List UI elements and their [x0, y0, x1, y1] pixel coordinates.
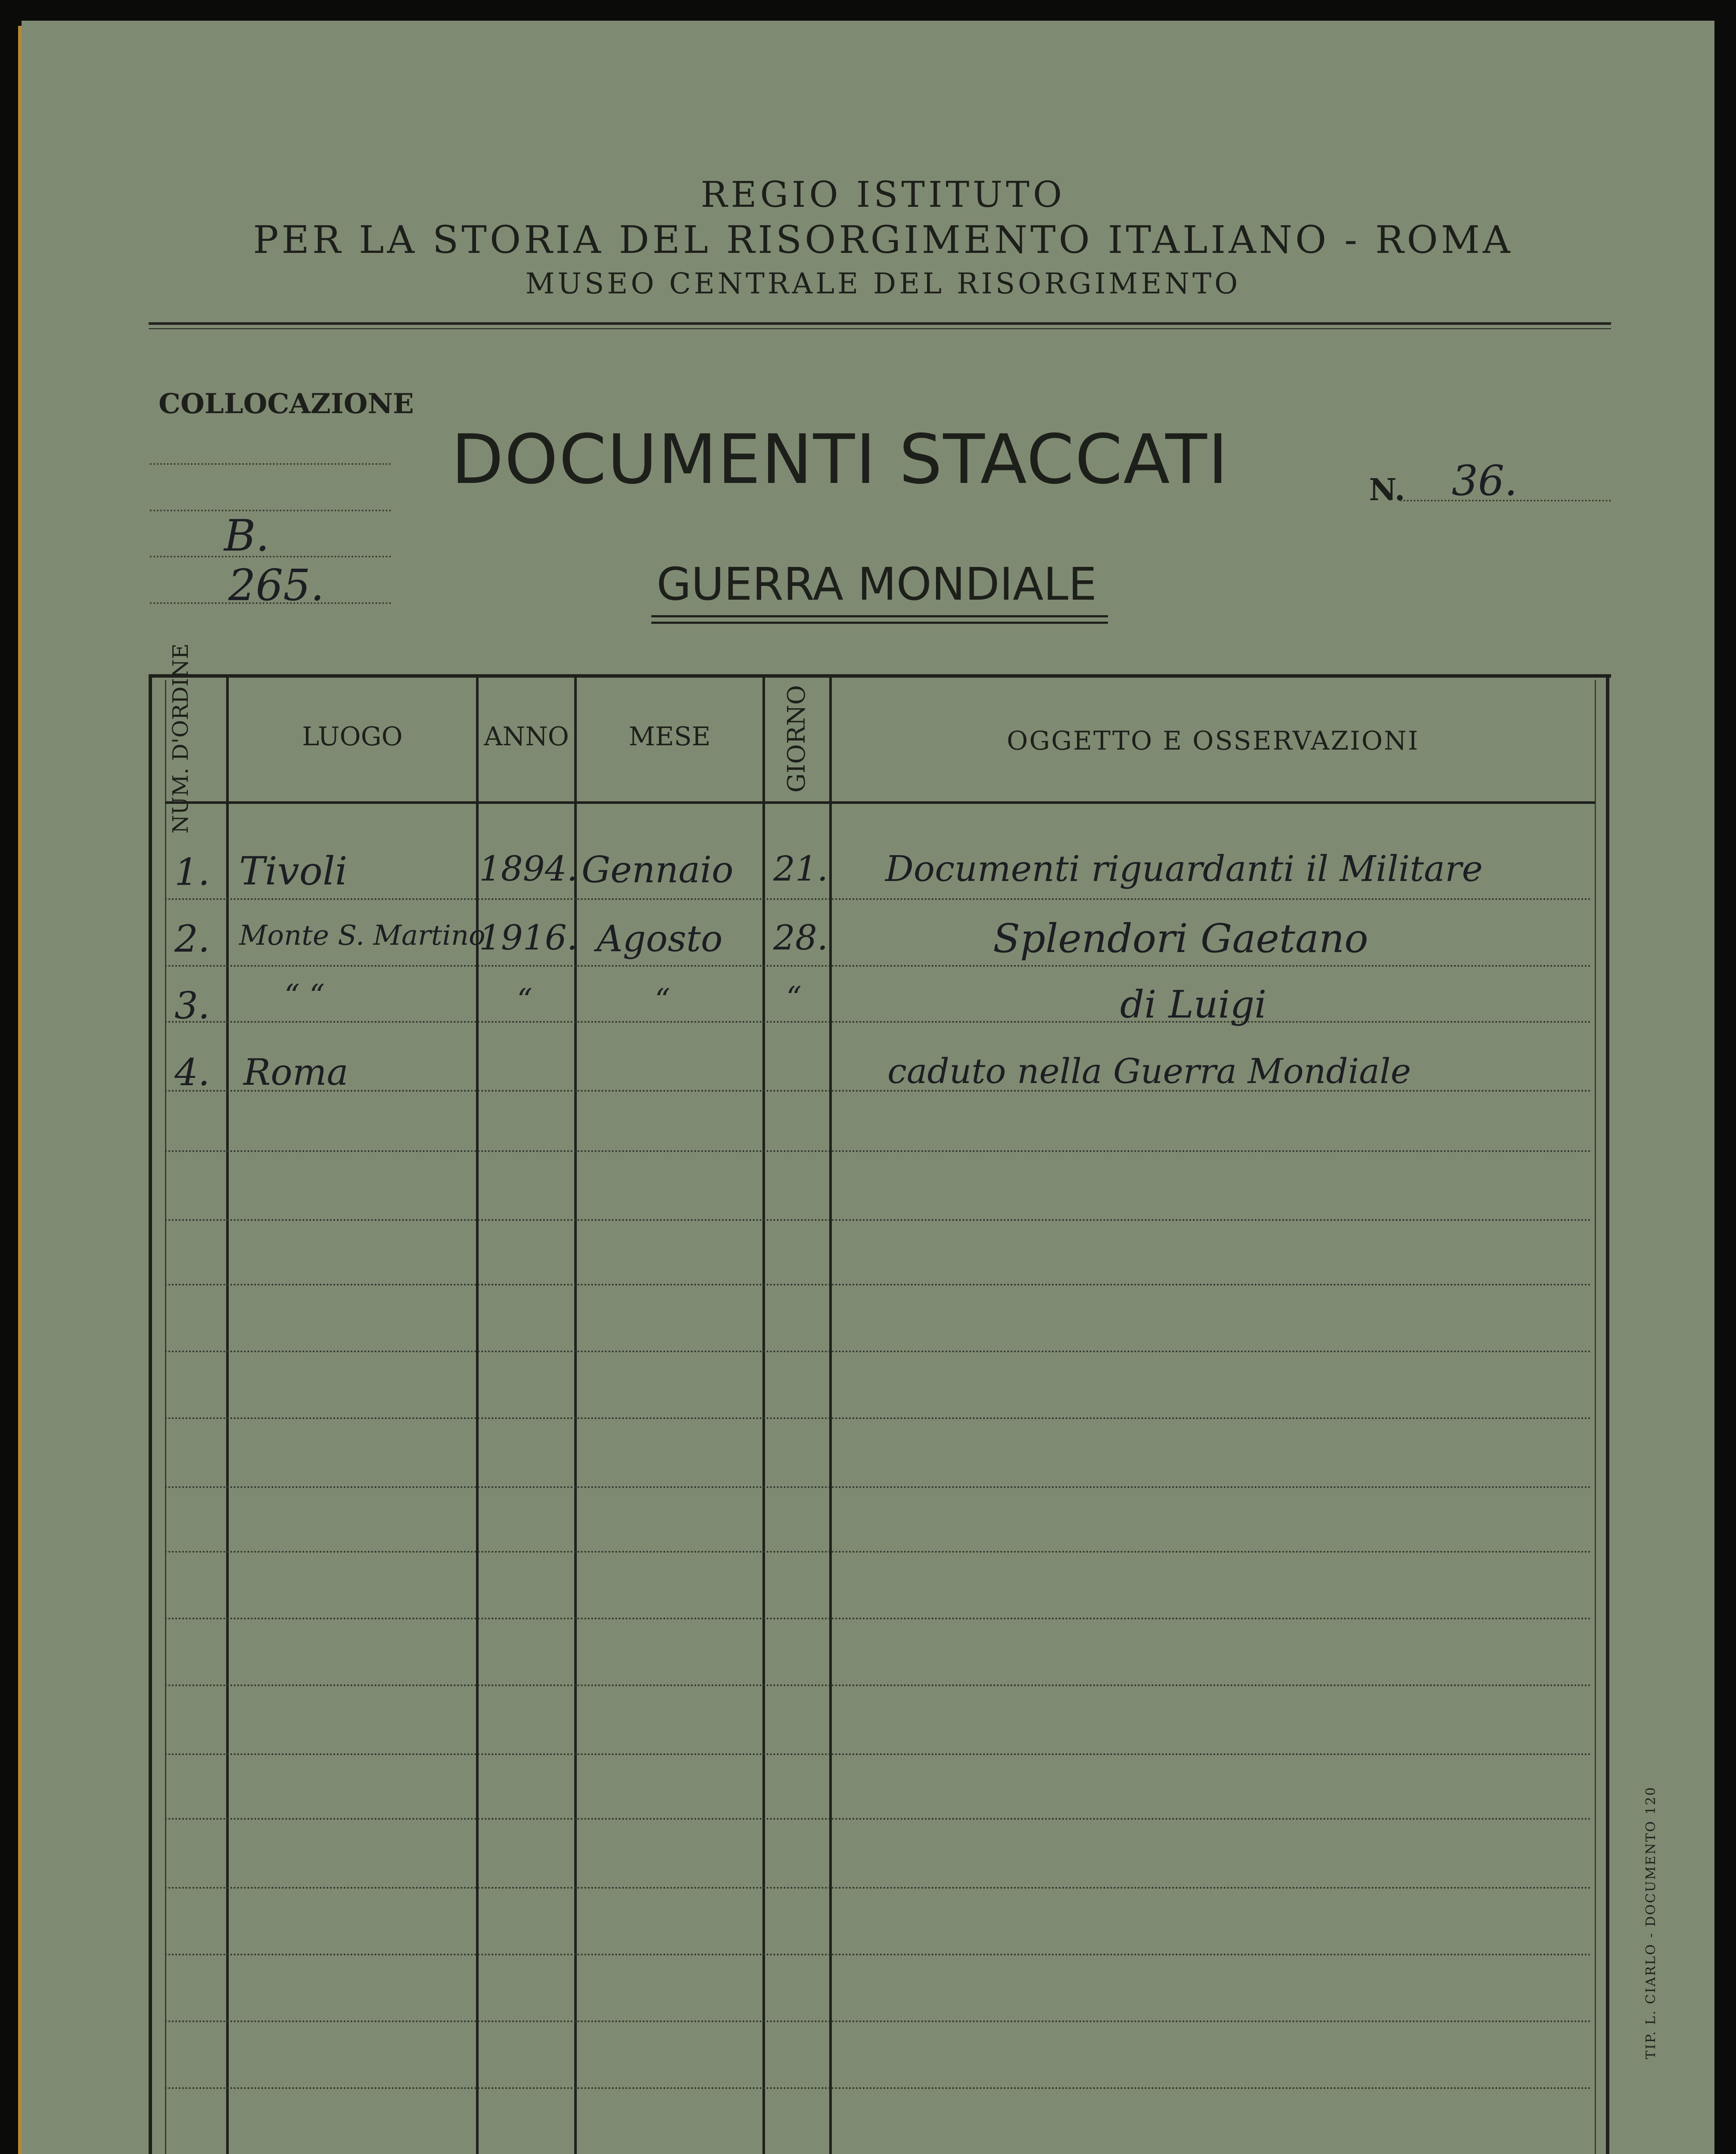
col-divider — [762, 674, 765, 2154]
row1-anno: 1894. — [479, 849, 578, 889]
collocazione-line — [150, 556, 391, 557]
table-left-border — [149, 674, 152, 2154]
col-header-giorno: GIORNO — [783, 685, 811, 793]
institute-name: REGIO ISTITUTO — [700, 174, 1066, 215]
ruled-line — [165, 1753, 1592, 1755]
col-header-mese: MESE — [628, 722, 711, 752]
collocazione-value-2: 265. — [228, 560, 324, 610]
col-header-num: NUM. D'ORDINE — [168, 643, 193, 834]
row2-giorno: 28. — [773, 918, 828, 958]
header-rule-thin — [149, 328, 1611, 329]
printer-imprint: TIP. L. CIARLO - DOCUMENTO 120 — [1643, 1786, 1658, 2059]
row2-mese: Agosto — [597, 918, 723, 960]
ruled-line — [165, 1618, 1592, 1619]
row3-mese: “ — [655, 982, 670, 1018]
row3-anno: “ — [517, 982, 532, 1018]
row2-oggetto: Splendori Gaetano — [993, 915, 1369, 962]
ruled-line — [165, 965, 1592, 967]
row2-anno: 1916. — [479, 918, 578, 958]
ruled-line — [165, 1284, 1592, 1286]
col-divider — [829, 674, 832, 2154]
ruled-line — [165, 1150, 1592, 1152]
ruled-line — [165, 1818, 1592, 1820]
subtitle-underline — [651, 622, 1108, 624]
row1-mese: Gennaio — [582, 849, 734, 891]
ruled-line — [165, 1417, 1592, 1419]
col-header-anno: ANNO — [484, 722, 569, 752]
number-value: 36. — [1452, 457, 1518, 505]
col-divider — [226, 674, 229, 2154]
ruled-line — [165, 1486, 1592, 1488]
table-right-border — [1606, 674, 1609, 2154]
row2-num: 2. — [174, 918, 210, 961]
col-divider — [476, 674, 479, 2154]
row3-num: 3. — [174, 984, 210, 1027]
table-inner-border — [165, 680, 166, 2154]
ruled-line — [165, 1954, 1592, 1955]
ruled-line — [165, 2087, 1592, 2089]
row4-num: 4. — [174, 1051, 210, 1094]
header-rule — [149, 322, 1611, 325]
col-header-oggetto: OGGETTO E OSSERVAZIONI — [1007, 726, 1419, 756]
table-top-border — [149, 674, 1611, 678]
collocazione-value-1: B. — [224, 510, 270, 561]
ruled-line — [165, 1684, 1592, 1686]
ruled-line — [165, 1351, 1592, 1352]
col-divider — [574, 674, 577, 2154]
collocazione-label: COLLOCAZIONE — [159, 388, 414, 420]
header-bottom-rule — [165, 801, 1595, 804]
ruled-line — [165, 1021, 1592, 1023]
row2-luogo: Monte S. Martino — [239, 920, 485, 952]
table-inner-border — [1595, 680, 1596, 2154]
row1-oggetto: Documenti riguardanti il Militare — [885, 849, 1483, 890]
ruled-line — [165, 1887, 1592, 1889]
row3-oggetto: di Luigi — [1120, 982, 1267, 1027]
document-title: DOCUMENTI STACCATI — [451, 420, 1229, 499]
institute-full-name: PER LA STORIA DEL RISORGIMENTO ITALIANO - ROMA — [253, 218, 1513, 262]
row1-luogo: Tivoli — [239, 849, 348, 894]
ruled-line — [165, 898, 1592, 900]
ruled-line — [165, 1219, 1592, 1221]
museum-name: MUSEO CENTRALE DEL RISORGIMENTO — [525, 267, 1241, 300]
col-header-luogo: LUOGO — [302, 722, 403, 752]
row1-num: 1. — [174, 851, 210, 894]
row3-luogo: “ “ — [284, 978, 325, 1013]
row4-luogo: Roma — [243, 1051, 348, 1093]
number-label: N. — [1369, 472, 1405, 507]
ruled-line — [165, 1551, 1592, 1553]
row3-giorno: “ — [786, 980, 802, 1015]
ruled-line — [165, 2020, 1592, 2022]
section-subtitle: GUERRA MONDIALE — [656, 558, 1097, 610]
collocazione-line — [150, 463, 391, 465]
row4-oggetto: caduto nella Guerra Mondiale — [887, 1051, 1411, 1091]
collocazione-line — [150, 510, 391, 511]
row1-giorno: 21. — [773, 849, 828, 889]
subtitle-underline — [651, 615, 1108, 617]
